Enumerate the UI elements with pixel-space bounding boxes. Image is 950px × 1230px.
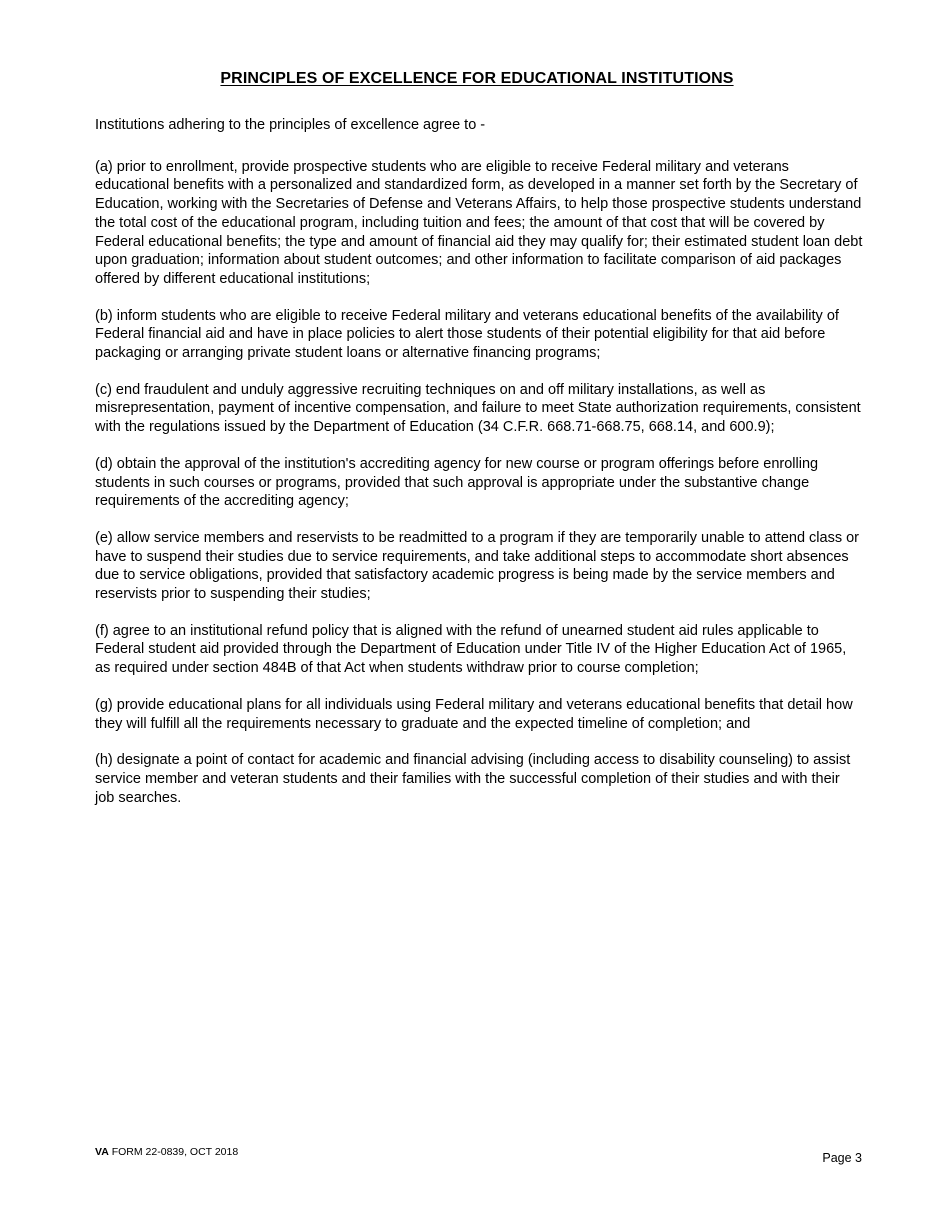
page-title: PRINCIPLES OF EXCELLENCE FOR EDUCATIONAL INSTITUTIONS [220,70,734,87]
principle-d: (d) obtain the approval of the institution's accrediting agency for new course or program offerings before enrolling students in such courses or programs, provided that such approval is appropriate under the substantive change requirements of the accrediting agency; [95,455,819,510]
form-agency: VA [95,1146,109,1158]
principle-e: (e) allow service members and reservists to be readmitted to a program if they are temporarily unable to attend class or have to suspend their studies due to service requirements, and take additional steps to accommodate short absences due to service obligations, provided that satisfactory academic progress is being made by the service members and reservists prior to suspending their studies; [95,529,860,603]
form-number: FORM 22-0839, OCT 2018 [108,1146,239,1158]
principle-f: (f) agree to an institutional refund policy that is aligned with the refund of unearned student aid rules applicable to Federal student aid provided through the Department of Education under Title IV of the Higher Education Act of 1965, as required under section 484B of that Act when students withdraw prior to course completion; [95,622,847,677]
document-body [95,116,863,825]
principle-g: (g) provide educational plans for all individuals using Federal military and veterans educational benefits that detail how they will fulfill all the requirements necessary to graduate and the expected timeline of completion; and [95,696,853,732]
intro-paragraph: Institutions adhering to the principles of excellence agree to - [95,117,486,133]
form-identifier [95,1146,238,1158]
principle-b: (b) inform students who are eligible to receive Federal military and veterans educational benefits of the availability of Federal financial aid and have in place policies to alert those students of their potential eligibility for that aid before packaging or arranging private student loans or alternative financing programs; [95,307,839,362]
principle-a: (a) prior to enrollment, provide prospective students who are eligible to receive Federal military and veterans educational benefits with a personalized and standardized form, as developed in a manner set forth by the Secretary of Education, working with the Secretaries of Defense and Veterans Affairs, to help those prospective students understand the total cost of the educational program, including tuition and fees; the amount of that cost that will be covered by Federal educational benefits; the type and amount of financial aid they may qualify for; their estimated student loan debt upon graduation; information about student outcomes; and other information to facilitate comparison of aid packages offered by different educational institutions; [95,158,863,287]
principle-c: (c) end fraudulent and unduly aggressive recruiting techniques on and off military installations, as well as misrepresentation, payment of incentive compensation, and failure to meet State authorization requirements, consistent with the regulations issued by the Department of Education (34 C.F.R. 668.71-668.75, 668.14, and 600.9); [95,381,861,436]
page-number: Page 3 [822,1151,862,1165]
principle-h: (h) designate a point of contact for academic and financial advising (including access to disability counseling) to assist service member and veteran students and their families with the successful completion of their studies and with their job searches. [95,752,851,806]
